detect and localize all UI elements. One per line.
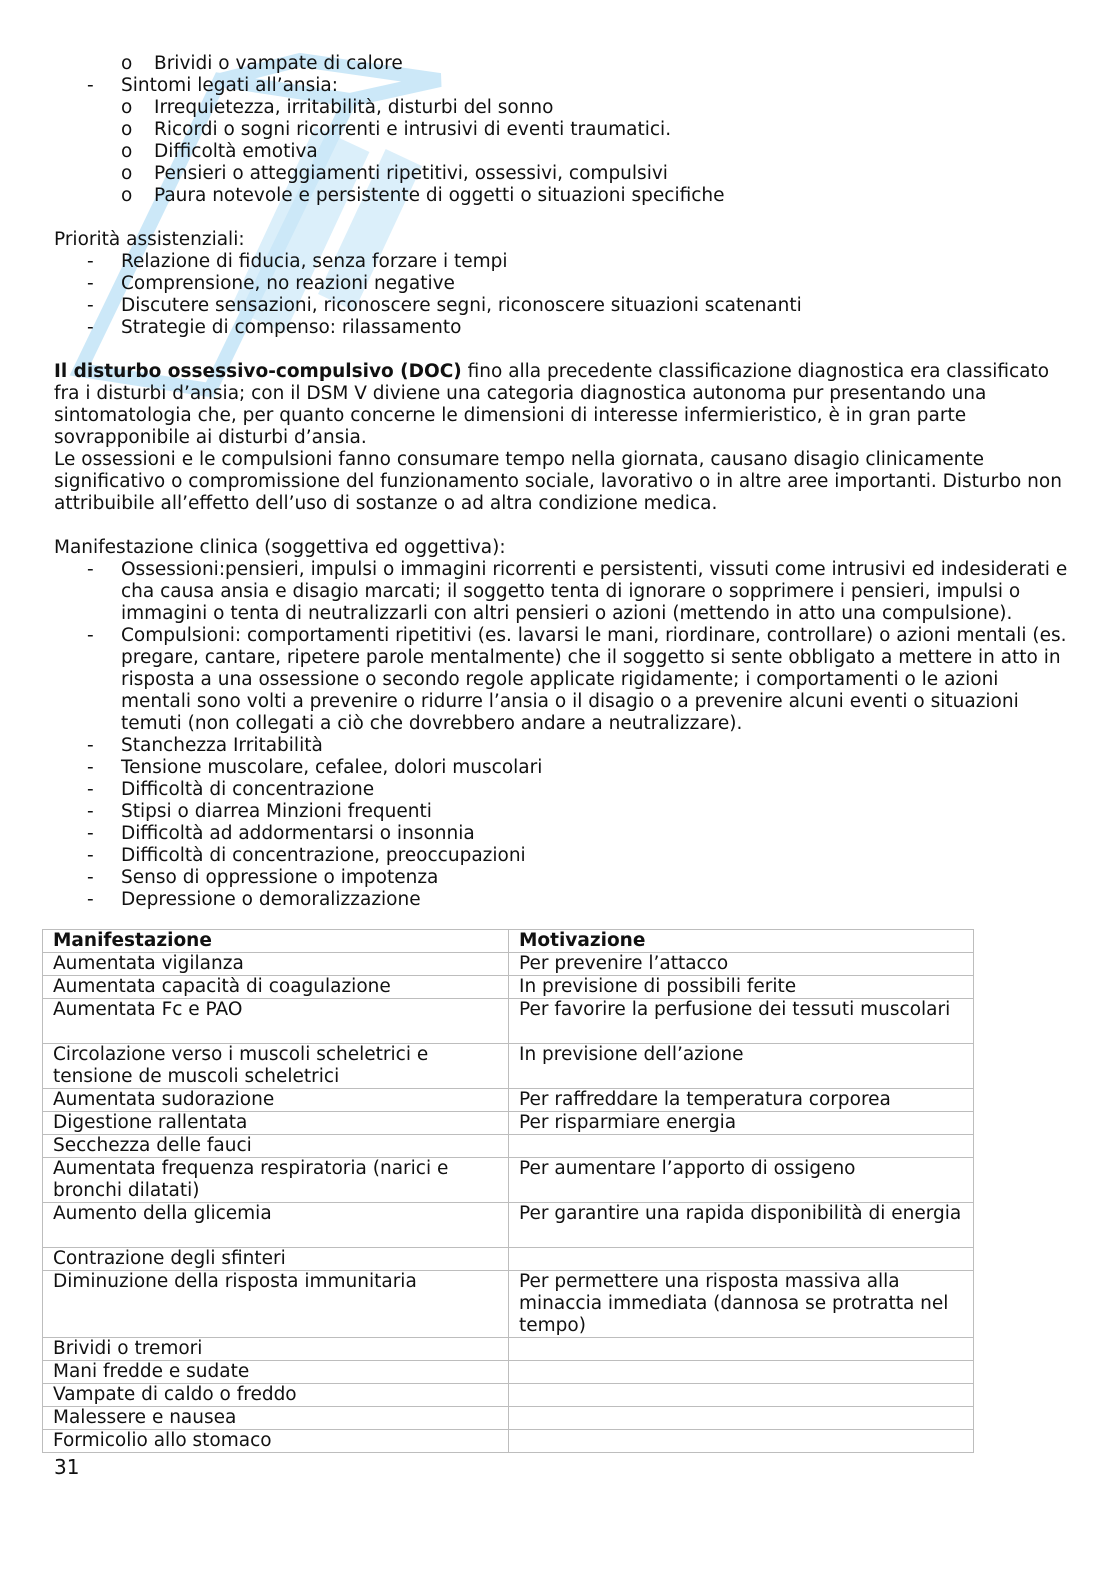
doc-paragraph (54, 361, 1074, 449)
list-item-text: Difficoltà di concentrazione, preoccupazioni (121, 845, 526, 866)
list-item (54, 757, 1074, 779)
table-row (43, 1338, 974, 1361)
list-item-text: Pensieri o atteggiamenti ripetitivi, ossessivi, compulsivi (154, 163, 668, 184)
table-header-cell: Motivazione (509, 930, 974, 953)
table-row (43, 1361, 974, 1384)
dash-bullet-marker: - (87, 867, 94, 888)
list-item-text: Ossessioni:pensieri, impulsi o immagini ricorrenti e persistenti, vissuti come intrusivi ed indesiderati e cha causa ansia e disagio marcati; il soggetto tenta di ignorare o sopprimere i pensieri, impulsi o immagini o tenta di neutralizzarli con altri pensieri o azioni (mettendo in atto una compulsione). (121, 559, 1068, 624)
list-item (54, 53, 1074, 75)
table-cell: Aumentata sudorazione (43, 1089, 509, 1112)
sub-bullet-marker: o (121, 185, 133, 206)
table-cell: Digestione rallentata (43, 1112, 509, 1135)
table-row (43, 1044, 974, 1089)
table-cell (509, 1361, 974, 1384)
table-row (43, 1203, 974, 1248)
table-cell (509, 1135, 974, 1158)
list-item (54, 625, 1074, 735)
dash-bullet-marker: - (87, 845, 94, 866)
table-cell: Diminuzione della risposta immunitaria (43, 1271, 509, 1338)
list-item (54, 823, 1074, 845)
sub-bullet-marker: o (121, 119, 133, 140)
page-content (54, 53, 1074, 911)
table-cell: In previsione di possibili ferite (509, 976, 974, 999)
list-item-text: Ricordi o sogni ricorrenti e intrusivi di eventi traumatici. (154, 119, 672, 140)
list-item-text: Stanchezza Irritabilità (121, 735, 323, 756)
list-item (54, 273, 1074, 295)
dash-bullet-marker: - (87, 559, 94, 580)
table-cell: Per prevenire l’attacco (509, 953, 974, 976)
table-cell: Per risparmiare energia (509, 1112, 974, 1135)
list-item-text: Relazione di fiducia, senza forzare i tempi (121, 251, 508, 272)
list-item-text: Stipsi o diarrea Minzioni frequenti (121, 801, 432, 822)
table-row (43, 1248, 974, 1271)
sub-bullet-marker: o (121, 163, 133, 184)
table-cell: Malessere e nausea (43, 1407, 509, 1430)
table-cell (509, 1407, 974, 1430)
list-item (54, 889, 1074, 911)
table-cell: Per raffreddare la temperatura corporea (509, 1089, 974, 1112)
doc-paragraph-2: Le ossessioni e le compulsioni fanno consumare tempo nella giornata, causano disagio clinicamente significativo o compromissione del funzionamento sociale, lavorativo o in altre aree importanti. Disturbo non attribuibile all’effetto dell’uso di sostanze o ad altra condizione medica. (54, 449, 1062, 514)
table-row (43, 999, 974, 1044)
table-row (43, 1384, 974, 1407)
list-item-text: Discutere sensazioni, riconoscere segni, riconoscere situazioni scatenanti (121, 295, 802, 316)
table-header-cell: Manifestazione (43, 930, 509, 953)
dash-bullet-marker: - (87, 295, 94, 316)
list-item (54, 735, 1074, 757)
list-item (54, 185, 1074, 207)
table-cell (509, 1248, 974, 1271)
table-row (43, 1135, 974, 1158)
table-row (43, 1158, 974, 1203)
dash-bullet-marker: - (87, 273, 94, 294)
list-item-text: Compulsioni: comportamenti ripetitivi (es. lavarsi le mani, riordinare, controllare) o azioni mentali (es. pregare, cantare, ripetere parole mentalmente) che il soggetto si sente obbligato a mettere in atto in risposta a una ossessione o secondo regole applicate rigidamente; i comportamenti o le azioni mentali sono volti a prevenire o ridurre l’ansia o il disagio o a prevenire alcuni eventi o situazioni temuti (non collegati a ciò che dovrebbero andare a neutralizzare). (121, 625, 1067, 734)
sub-bullet-marker: o (121, 53, 133, 74)
list-item (54, 251, 1074, 273)
table-cell: Brividi o tremori (43, 1338, 509, 1361)
priorities-title: Priorità assistenziali: (54, 229, 245, 250)
list-item-text: Irrequietezza, irritabilità, disturbi del sonno (154, 97, 554, 118)
manifestation-table (42, 929, 974, 1453)
list-item (54, 779, 1074, 801)
dash-bullet-marker: - (87, 251, 94, 272)
list-item-text: Paura notevole e persistente di oggetti o situazioni specifiche (154, 185, 725, 206)
list-item-text: Brividi o vampate di calore (154, 53, 403, 74)
table-cell: Aumento della glicemia (43, 1203, 509, 1248)
sub-bullet-marker: o (121, 141, 133, 162)
list-item-text: Tensione muscolare, cefalee, dolori muscolari (121, 757, 543, 778)
table-cell: Circolazione verso i muscoli scheletrici e tensione de muscoli scheletrici (43, 1044, 509, 1089)
table-cell: Per aumentare l’apporto di ossigeno (509, 1158, 974, 1203)
table-row (43, 976, 974, 999)
list-item (54, 295, 1074, 317)
table-cell: Mani fredde e sudate (43, 1361, 509, 1384)
table-row (43, 1112, 974, 1135)
table-row (43, 1430, 974, 1453)
list-item (54, 845, 1074, 867)
list-item (54, 119, 1074, 141)
table-row (43, 953, 974, 976)
sub-bullet-marker: o (121, 97, 133, 118)
list-item-text: Comprensione, no reazioni negative (121, 273, 455, 294)
list-item (54, 317, 1074, 339)
table-cell: Per favorire la perfusione dei tessuti muscolari (509, 999, 974, 1044)
table-cell: Per garantire una rapida disponibilità di energia (509, 1203, 974, 1248)
list-item (54, 867, 1074, 889)
table-cell: Aumentata frequenza respiratoria (narici e bronchi dilatati) (43, 1158, 509, 1203)
list-item-text: Difficoltà ad addormentarsi o insonnia (121, 823, 475, 844)
table-cell: Vampate di caldo o freddo (43, 1384, 509, 1407)
page-number: 31 (54, 1455, 80, 1479)
clinical-title: Manifestazione clinica (soggettiva ed oggettiva): (54, 537, 506, 558)
dash-bullet-marker: - (87, 317, 94, 338)
list-item (54, 163, 1074, 185)
list-item-text: Senso di oppressione o impotenza (121, 867, 439, 888)
table-cell (509, 1338, 974, 1361)
table-cell (509, 1384, 974, 1407)
list-item (54, 801, 1074, 823)
doc-paragraph-text: fino alla precedente classificazione diagnostica era classificato fra i disturbi d’ansia; con il DSM V diviene una categoria diagnostica autonoma pur presentando una sintomatologia che, per quanto concerne le dimensioni di interesse infermieristico, è in gran parte sovrapponibile ai disturbi d’ansia. (54, 361, 1050, 448)
doc-heading: Il disturbo ossessivo-compulsivo (DOC) (54, 361, 462, 382)
table-row (43, 1271, 974, 1338)
list-item-text: Difficoltà emotiva (154, 141, 318, 162)
table-cell (509, 1430, 974, 1453)
table-header-row (43, 930, 974, 953)
dash-bullet-marker: - (87, 735, 94, 756)
list-item (54, 97, 1074, 119)
dash-bullet-marker: - (87, 625, 94, 646)
dash-bullet-marker: - (87, 823, 94, 844)
dash-bullet-marker: - (87, 889, 94, 910)
table-cell: Formicolio allo stomaco (43, 1430, 509, 1453)
table-row (43, 1089, 974, 1112)
table-row (43, 1407, 974, 1430)
dash-bullet-marker: - (87, 779, 94, 800)
dash-bullet-marker: - (87, 75, 94, 96)
table-cell: Aumentata capacità di coagulazione (43, 976, 509, 999)
dash-bullet-marker: - (87, 801, 94, 822)
table-cell: Contrazione degli sfinteri (43, 1248, 509, 1271)
table-cell: Aumentata vigilanza (43, 953, 509, 976)
list-item-text: Depressione o demoralizzazione (121, 889, 421, 910)
anxiety-title: Sintomi legati all’ansia: (121, 75, 339, 96)
list-item-text: Strategie di compenso: rilassamento (121, 317, 462, 338)
table-cell: Secchezza delle fauci (43, 1135, 509, 1158)
table-cell: Per permettere una risposta massiva alla minaccia immediata (dannosa se protratta nel tempo) (509, 1271, 974, 1338)
dash-bullet-marker: - (87, 757, 94, 778)
list-item-text: Difficoltà di concentrazione (121, 779, 375, 800)
list-item (54, 559, 1074, 625)
table-cell: In previsione dell’azione (509, 1044, 974, 1089)
list-item (54, 141, 1074, 163)
list-item (54, 75, 1074, 97)
table-cell: Aumentata Fc e PAO (43, 999, 509, 1044)
